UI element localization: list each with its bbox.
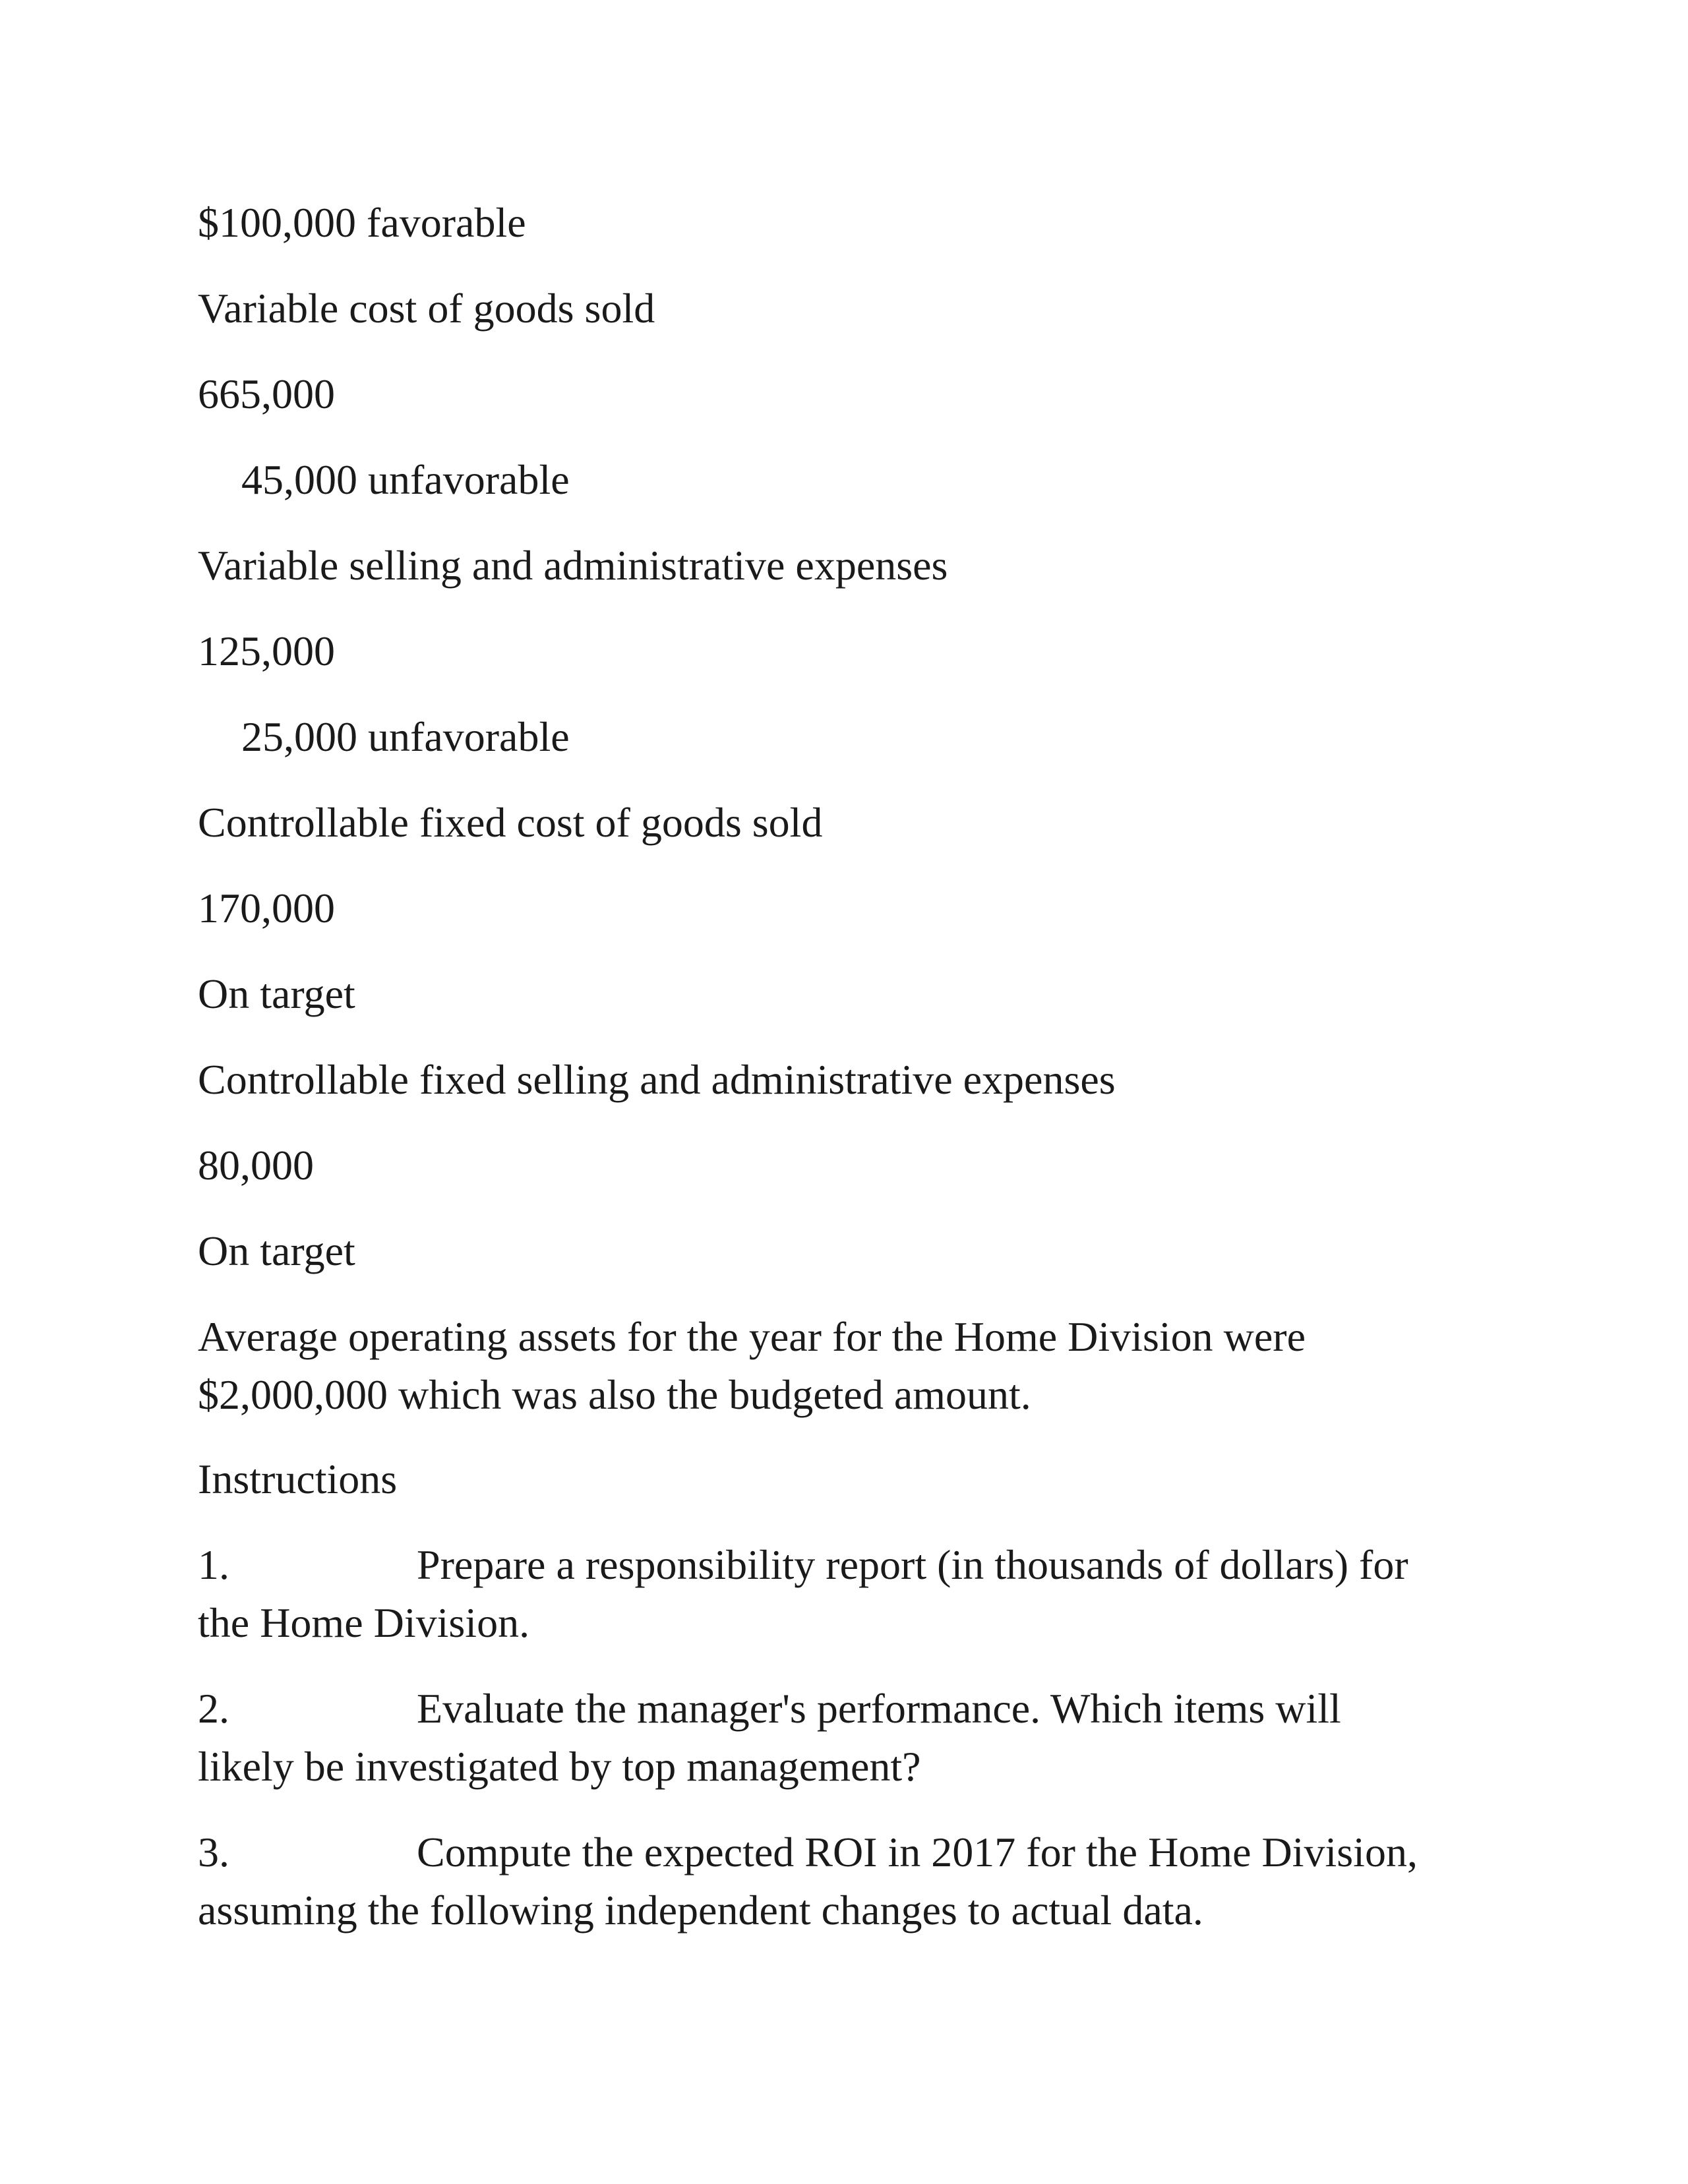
text-line: Controllable fixed selling and administrative expenses: [198, 1056, 1116, 1103]
text-line: Variable selling and administrative expenses: [198, 542, 948, 589]
instruction-text: assuming the following independent changes to actual data.: [198, 1887, 1203, 1933]
text-line: 80,000: [198, 1142, 314, 1189]
instruction-number: 3.: [198, 1829, 229, 1875]
text-line: 665,000: [198, 370, 335, 417]
instruction-number: 2.: [198, 1685, 229, 1732]
text-line: Variable cost of goods sold: [198, 285, 655, 332]
instruction-item: [198, 1823, 1490, 1939]
assets-paragraph: [198, 1308, 1490, 1424]
paragraph-line: Average operating assets for the year for the Home Division were: [198, 1313, 1306, 1360]
text-line: On target: [198, 1227, 355, 1274]
instruction-item: [198, 1680, 1490, 1796]
text-line: 45,000 unfavorable: [241, 456, 570, 503]
instruction-text: Compute the expected ROI in 2017 for the Home Division,: [417, 1829, 1418, 1875]
instruction-item: [198, 1536, 1490, 1652]
text-line: $100,000 favorable: [198, 199, 526, 246]
paragraph-line: $2,000,000 which was also the budgeted amount.: [198, 1371, 1031, 1418]
text-line: 170,000: [198, 885, 335, 931]
instructions-heading: Instructions: [198, 1456, 398, 1502]
text-line: On target: [198, 970, 355, 1017]
instruction-text: the Home Division.: [198, 1599, 530, 1646]
instruction-number: 1.: [198, 1541, 229, 1588]
text-line: 125,000: [198, 628, 335, 674]
instruction-text: Prepare a responsibility report (in thousands of dollars) for: [417, 1541, 1408, 1588]
instruction-text: likely be investigated by top management?: [198, 1743, 921, 1790]
instruction-text: Evaluate the manager's performance. Which items will: [417, 1685, 1341, 1732]
text-line: Controllable fixed cost of goods sold: [198, 799, 823, 846]
text-line: 25,000 unfavorable: [241, 713, 570, 760]
